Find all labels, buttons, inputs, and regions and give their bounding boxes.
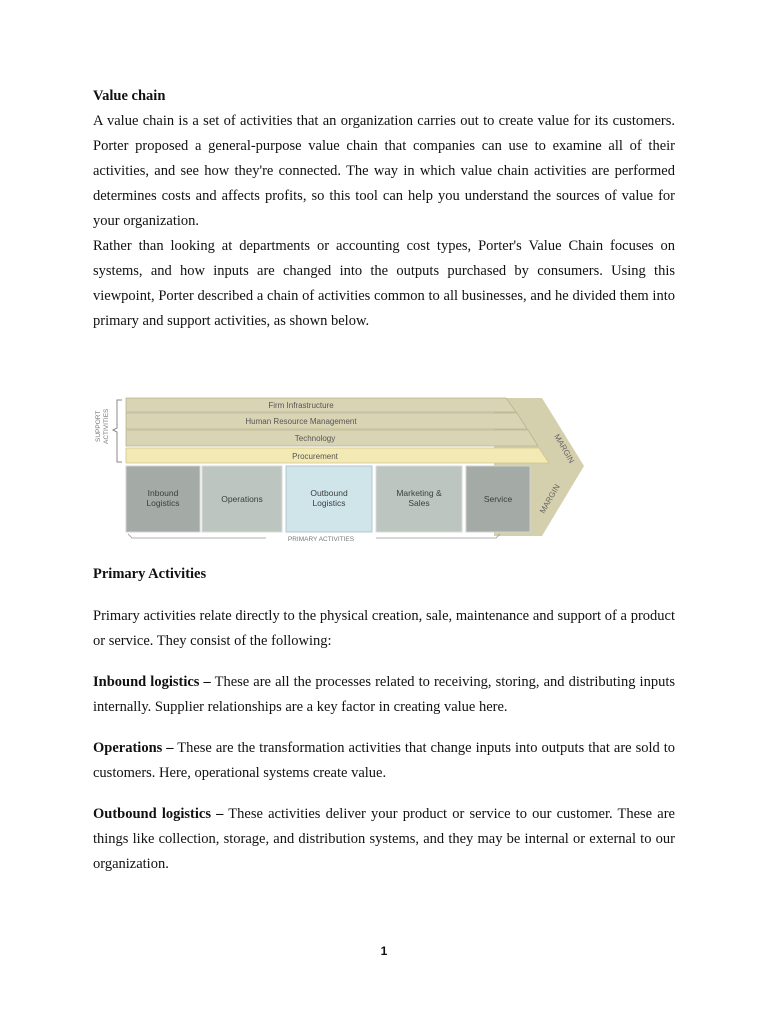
band-label-technology: Technology — [294, 434, 336, 443]
item-term: Outbound logistics – — [93, 806, 224, 822]
primary-activities-heading: Primary Activities — [93, 566, 207, 582]
intro-section — [93, 84, 675, 334]
item-term: Operations – — [93, 740, 174, 756]
primary-label-inbound-1: Inbound — [147, 488, 179, 498]
primary-label-outbound-2: Logistics — [312, 498, 346, 508]
primary-label-marketing-1: Marketing & — [396, 488, 442, 498]
intro-paragraph-2: Rather than looking at departments or accounting cost types, Porter's Value Chain focuses on systems, and how inputs are changed into the outputs purchased by consumers. Using this viewpoint, Porter described a chain of activities common to all businesses, and he divided them into primary and support activities, as shown below. — [93, 238, 675, 329]
support-label-1: SUPPORT — [95, 410, 102, 442]
section-title: Value chain — [93, 88, 166, 104]
item-outbound-logistics — [93, 802, 675, 877]
primary-label-operations: Operations — [221, 494, 263, 504]
primary-intro: Primary activities relate directly to the physical creation, sale, maintenance and support of a product or service. They consist of the following: — [93, 608, 675, 649]
item-term: Inbound logistics – — [93, 674, 211, 690]
item-text: These activities deliver your product or service to our customer. These are things like collection, storage, and distribution systems, and they may be internal or external to our organization. — [93, 806, 675, 872]
item-text: These are the transformation activities that change inputs into outputs that are sold to customers. Here, operational systems create value. — [93, 740, 676, 781]
primary-activities-label: PRIMARY ACTIVITIES — [287, 536, 355, 543]
band-label-firm-infrastructure: Firm Infrastructure — [268, 401, 334, 410]
margin-label-bottom: MARGIN — [537, 482, 562, 515]
item-inbound-logistics — [93, 670, 675, 720]
support-label-2: ACTIVITIES — [103, 408, 110, 444]
band-label-procurement: Procurement — [292, 452, 338, 461]
value-chain-diagram — [96, 392, 588, 546]
item-text: These are all the processes related to receiving, storing, and distributing inputs internally. Supplier relationships are a key factor in creating value here. — [93, 674, 675, 715]
primary-label-inbound-2: Logistics — [146, 498, 180, 508]
intro-paragraph-1: A value chain is a set of activities that an organization carries out to create value for its customers. Porter proposed a general-purpose value chain that companies can use to examine all of their activities, and see how they're connected. The way in which value chain activities are performed determines costs and affects profits, so this tool can help you understand the sources of value for your organization. — [93, 113, 675, 229]
primary-section — [93, 604, 675, 877]
margin-label-top: MARGIN — [552, 432, 577, 465]
primary-label-outbound-1: Outbound — [310, 488, 348, 498]
support-bracket — [113, 400, 122, 462]
band-label-hrm: Human Resource Management — [245, 417, 357, 426]
primary-label-service: Service — [483, 494, 513, 504]
item-operations — [93, 736, 675, 786]
page-number: 1 — [380, 944, 388, 958]
primary-label-marketing-2: Sales — [408, 498, 430, 508]
